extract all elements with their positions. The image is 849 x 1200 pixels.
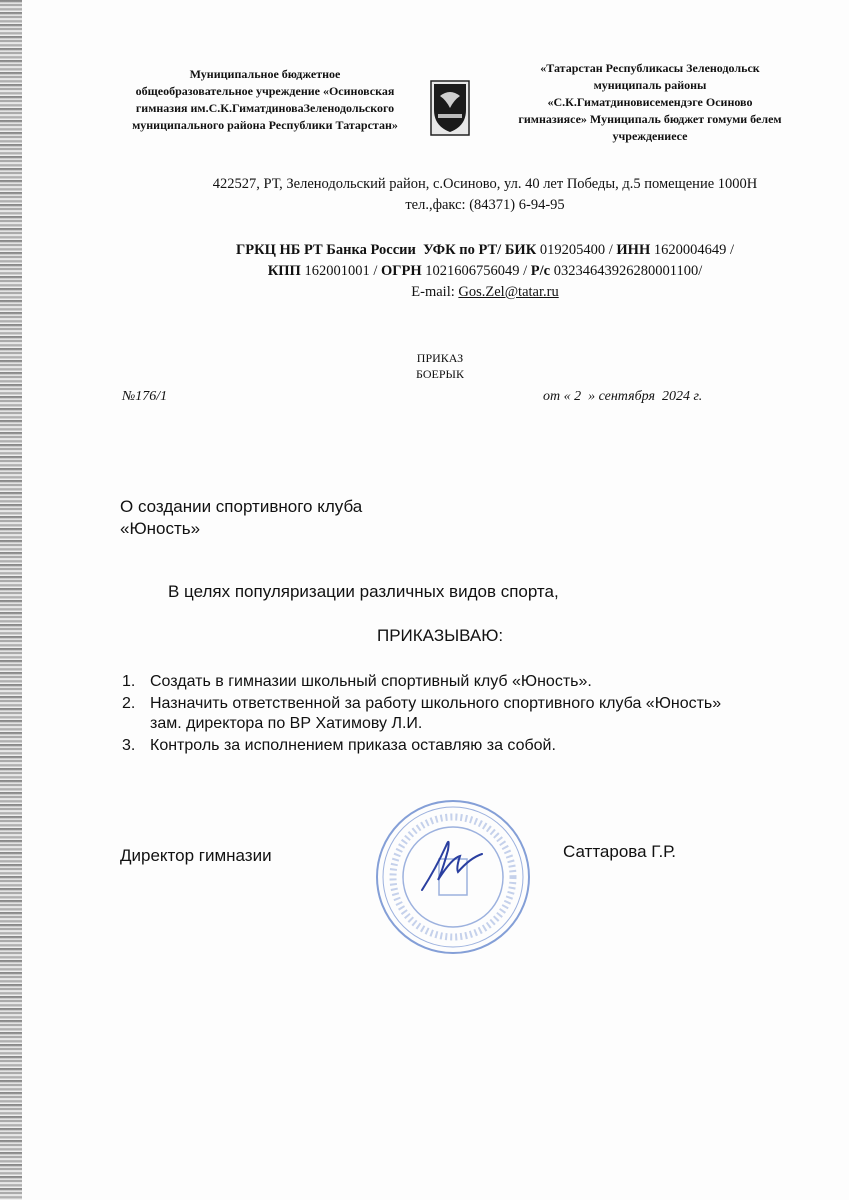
signer-role: Директор гимназии bbox=[120, 846, 272, 865]
email-line bbox=[175, 284, 795, 301]
phone: тел.,факс: (84371) 6-94-95 bbox=[405, 197, 565, 213]
kpp-label: КПП bbox=[267, 263, 301, 279]
order-title-tt: БОЕРЫК bbox=[416, 367, 464, 381]
order-intro: В целях популяризации различных видов спорта, bbox=[168, 582, 559, 601]
email-link[interactable]: Gos.Zel@tatar.ru bbox=[458, 284, 559, 300]
rs-value: 03234643926280001100/ bbox=[553, 263, 703, 279]
order-subject: О создании спортивного клуба «Юность» bbox=[120, 497, 363, 538]
email-label: E-mail: bbox=[411, 284, 455, 300]
inn-value: 1620004649 / bbox=[653, 242, 735, 258]
order-command: ПРИКАЗЫВАЮ: bbox=[377, 626, 504, 645]
order-title-ru: ПРИКАЗ bbox=[416, 351, 464, 365]
kpp-value: 162001001 / bbox=[304, 263, 378, 279]
order-title bbox=[380, 350, 500, 382]
order-items bbox=[122, 672, 742, 758]
coat-of-arms-emblem bbox=[430, 80, 470, 136]
address: 422527, РТ, Зеленодольский район, с.Осиново, ул. 40 лет Победы, д.5 помещение 1000Н bbox=[212, 176, 758, 192]
signature-mark bbox=[412, 828, 492, 898]
order-date: от « 2 » сентября 2024 г. bbox=[543, 389, 703, 404]
ufk-label: УФК по РТ/ БИК bbox=[423, 242, 537, 258]
scan-edge-noise bbox=[0, 0, 22, 1200]
list-item: 2. Назначить ответственной за работу школьного спортивного клуба «Юность» зам. директора по ВР Хатимову Л.И. bbox=[122, 695, 722, 732]
rs-label: Р/с bbox=[530, 263, 551, 279]
ogrn-label: ОГРН bbox=[380, 263, 422, 279]
grkc-label: ГРКЦ НБ РТ Банка России bbox=[235, 242, 416, 258]
order-number: №176/1 bbox=[122, 389, 168, 404]
bank-details bbox=[175, 240, 795, 282]
list-item: 3. Контроль за исполнением приказа оставляю за собой. bbox=[122, 737, 556, 754]
signer-name: Саттарова Г.Р. bbox=[563, 842, 677, 861]
ogrn-value: 1021606756049 / bbox=[425, 263, 528, 279]
bik-value: 019205400 / bbox=[539, 242, 613, 258]
inn-label: ИНН bbox=[616, 242, 651, 258]
header-left-org: Муниципальное бюджетное общеобразовательное учреждение «Осиновская гимназия им.С.К.ГиматдиноваЗеленодольского муниципального района Республики Татарстан» bbox=[132, 67, 398, 132]
header-right-org: «Татарстан Республикасы Зеленодольск муниципаль районы «С.К.Гиматдиновисемендэге Осиново гимназиясе» Муниципаль бюджет гомуми белем учреждениесе bbox=[518, 61, 782, 143]
list-item: 1. Создать в гимназии школьный спортивный клуб «Юность». bbox=[122, 673, 592, 690]
address-block bbox=[175, 174, 795, 216]
